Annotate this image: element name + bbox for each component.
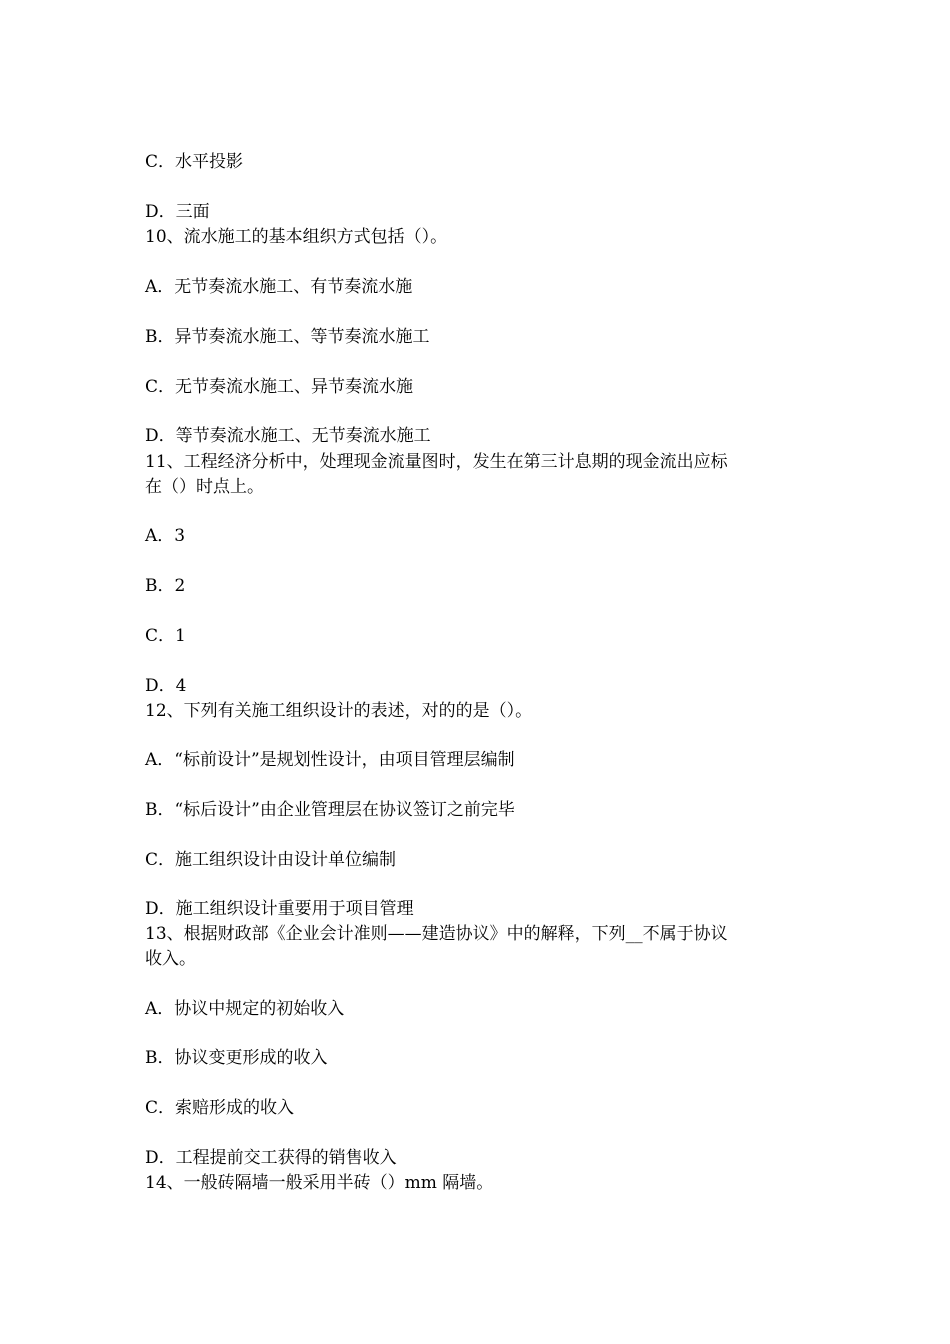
q14-stem: 14、一般砖隔墙一般采用半砖（）mm 隔墙。 xyxy=(145,1173,494,1193)
q10-option-d: D．等节奏流水施工、无节奏流水施工 xyxy=(145,426,431,446)
q13-option-c: C．索赔形成的收入 xyxy=(145,1098,295,1118)
q12-option-b: B．“标后设计”由企业管理层在协议签订之前完毕 xyxy=(145,800,515,820)
q13-option-b: B．协议变更形成的收入 xyxy=(145,1048,328,1068)
q12-option-a: A．“标前设计”是规划性设计，由项目管理层编制 xyxy=(145,750,515,770)
q10-stem: 10、流水施工的基本组织方式包括（）。 xyxy=(145,227,448,247)
q11-option-d: D．4 xyxy=(145,676,187,696)
q10-option-a: A．无节奏流水施工、有节奏流水施 xyxy=(145,277,413,297)
q13-stem-line1: 13、根据财政部《企业会计准则——建造协议》中的解释，下列__不属于协议 xyxy=(145,924,728,944)
q11-stem-line1: 11、工程经济分析中，处理现金流量图时，发生在第三计息期的现金流出应标 xyxy=(145,452,728,472)
q11-option-c: C．1 xyxy=(145,626,186,646)
q12-option-c: C．施工组织设计由设计单位编制 xyxy=(145,850,397,870)
q9-option-d: D．三面 xyxy=(145,202,210,222)
q10-option-c: C．无节奏流水施工、异节奏流水施 xyxy=(145,377,414,397)
q13-stem-line2: 收入。 xyxy=(145,949,196,969)
q9-option-c: C．水平投影 xyxy=(145,152,244,172)
q11-option-b: B．2 xyxy=(145,576,186,596)
q11-stem-line2: 在（）时点上。 xyxy=(145,477,264,497)
q12-stem: 12、下列有关施工组织设计的表述，对的的是（）。 xyxy=(145,701,533,721)
q12-option-d: D．施工组织设计重要用于项目管理 xyxy=(145,899,414,919)
q10-option-b: B．异节奏流水施工、等节奏流水施工 xyxy=(145,327,430,347)
q11-option-a: A．3 xyxy=(145,526,186,546)
q13-option-a: A．协议中规定的初始收入 xyxy=(145,999,345,1019)
q13-option-d: D．工程提前交工获得的销售收入 xyxy=(145,1148,397,1168)
